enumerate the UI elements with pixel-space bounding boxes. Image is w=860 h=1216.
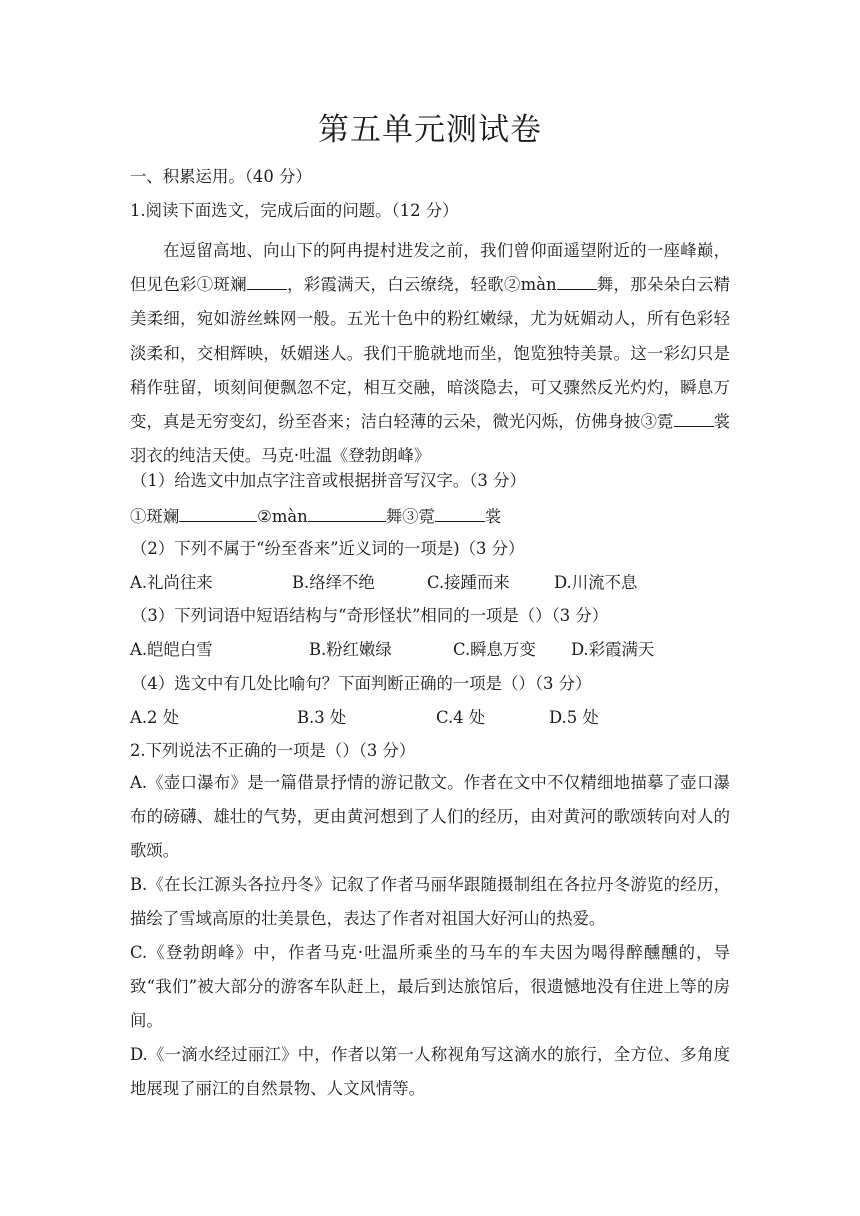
answer-blank-1[interactable]: [179, 505, 257, 522]
passage-part-c: 舞，那朵朵白云精美柔细，宛如游丝蛛网一般。五光十色中的粉红嫩绿，尤为妩媚动人，所有色彩轻淡柔和，交相辉映，妖媚迷人。我们干脆就地而坐，饱览独特美景。这一彩幻只是稍作驻留，顷刻间便飘忽不定，相互交融，暗淡隐去，可又骤然反光灼灼，瞬息万变，真是无穷变幻，纷至沓来；洁白轻薄的云朵，微光闪烁，仿佛身披③霓: [130, 275, 731, 432]
reading-passage: [130, 234, 730, 473]
sub-question-1-stem: （1）给选文中加点字注音或根据拼音写汉字。（3 分）: [131, 471, 526, 490]
question-2-option-a[interactable]: A.《壶口瀑布》是一篇借景抒情的游记散文。作者在文中不仅精细地描摹了壶口瀑布的磅礴、雄壮的气势，更由黄河想到了人们的经历，由对黄河的歌颂转向对人的歌颂。: [130, 773, 730, 861]
option-d[interactable]: D.川流不息: [554, 573, 638, 592]
option-c[interactable]: C.瞬息万变: [453, 640, 536, 659]
option-c[interactable]: C.4 处: [436, 708, 486, 727]
answer-blank-3[interactable]: [435, 505, 485, 522]
passage-part-a: 在逗留高地、向山下的阿冉提村进发之前，我们曾仰面遥望附近的一座峰巅，但见色彩①斑斓: [130, 241, 730, 295]
option-d[interactable]: D.彩霞满天: [571, 640, 655, 659]
option-b[interactable]: B.粉红嫩绿: [309, 640, 392, 659]
answer-label-1: ①斑斓: [130, 507, 180, 526]
answer-label-3: 舞③霓: [385, 507, 435, 526]
passage-part-d: 裳羽衣的纯洁天使。马克·吐温《登勃朗峰》: [130, 412, 731, 466]
page-title: 第五单元测试卷: [318, 112, 542, 148]
sub-question-4-stem: （4）选文中有几处比喻句？下面判断正确的一项是（）（3 分）: [131, 674, 592, 693]
blank-2[interactable]: [557, 273, 597, 290]
option-b[interactable]: B.3 处: [297, 708, 347, 727]
section-heading: 一、积累运用。（40 分）: [130, 167, 312, 186]
option-a[interactable]: A.皑皑白雪: [130, 640, 213, 659]
question-2-option-b[interactable]: B.《在长江源头各拉丹冬》记叙了作者马丽华跟随摄制组在各拉丹冬游览的经历，描绘了雪域高原的壮美景色，表达了作者对祖国大好河山的热爱。: [130, 875, 730, 929]
answer-label-2: ②màn: [257, 507, 308, 526]
option-a[interactable]: A.礼尚往来: [130, 573, 213, 592]
option-a[interactable]: A.2 处: [130, 708, 180, 727]
question-1-stem: 1.阅读下面选文，完成后面的问题。（12 分）: [130, 201, 459, 220]
sub-question-2-stem: （2）下列不属于“纷至沓来”近义词的一项是)（3 分）: [131, 539, 525, 558]
blank-1[interactable]: [247, 273, 287, 290]
question-2-option-c[interactable]: C.《登勃朗峰》中，作者马克·吐温所乘坐的马车的车夫因为喝得醉醺醺的，导致“我们”被大部分的游客车队赶上，最后到达旅馆后，很遗憾地没有住进上等的房间。: [130, 943, 730, 1031]
question-2-stem: 2.下列说法不正确的一项是（）（3 分）: [130, 741, 416, 760]
question-2-option-d[interactable]: D.《一滴水经过丽江》中，作者以第一人称视角写这滴水的旅行，全方位、多角度地展现了丽江的自然景物、人文风情等。: [130, 1045, 730, 1099]
answer-label-4: 裳: [484, 507, 502, 526]
option-d[interactable]: D.5 处: [549, 708, 599, 727]
option-c[interactable]: C.接踵而来: [427, 573, 510, 592]
blank-3[interactable]: [674, 410, 714, 427]
answer-blank-2[interactable]: [308, 505, 386, 522]
sub-question-3-stem: （3）下列词语中短语结构与“奇形怪状”相同的一项是（）（3 分）: [131, 606, 609, 625]
passage-part-b: ，彩霞满天，白云缭绕，轻歌②màn: [286, 275, 557, 295]
sub-question-1-answers: [130, 505, 730, 527]
option-b[interactable]: B.络绎不绝: [292, 573, 375, 592]
